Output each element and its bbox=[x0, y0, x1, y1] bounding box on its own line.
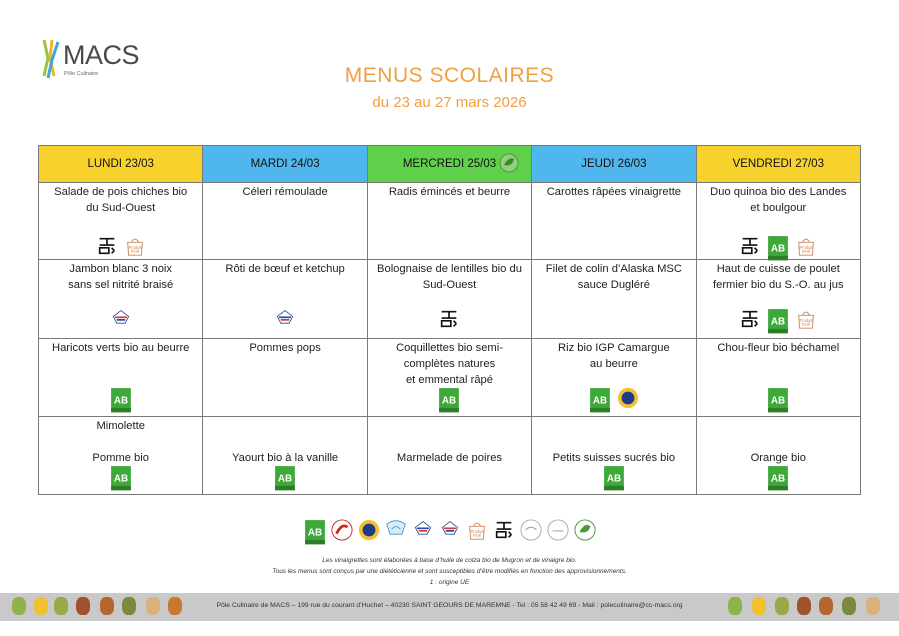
french-pork-icon bbox=[439, 519, 461, 543]
svg-text:AB: AB bbox=[277, 473, 293, 485]
food-illustration-icon bbox=[797, 597, 811, 615]
dish-text: Marmelade de poires bbox=[396, 452, 503, 464]
french-beef-icon bbox=[274, 308, 296, 332]
menu-cell bbox=[367, 339, 531, 417]
dish-labels bbox=[532, 465, 695, 489]
svg-text:AB: AB bbox=[771, 316, 786, 328]
menu-cell bbox=[39, 417, 203, 495]
origin-logo-icon bbox=[493, 519, 515, 543]
menu-cell bbox=[532, 417, 696, 495]
local-product-icon bbox=[795, 235, 817, 259]
menu-row bbox=[39, 183, 861, 260]
msc-icon bbox=[520, 519, 542, 543]
day-header-thursday: JEUDI 26/03 bbox=[532, 146, 696, 183]
vegetarian-icon bbox=[574, 519, 596, 543]
dish-text: Petits suisses sucrés bio bbox=[552, 452, 676, 464]
origin-logo-icon bbox=[739, 308, 761, 332]
dish-labels bbox=[697, 308, 860, 332]
dish-text: Orange bio bbox=[750, 452, 806, 464]
origin-logo-icon bbox=[96, 235, 118, 259]
dish-text: Haricots verts bio au beurre bbox=[51, 342, 190, 354]
day-header-friday: VENDREDI 27/03 bbox=[696, 146, 860, 183]
label-rouge-icon bbox=[331, 519, 353, 543]
menu-cell bbox=[367, 417, 531, 495]
dish-text: Yaourt bio à la vanille bbox=[232, 452, 339, 464]
food-illustration-icon bbox=[752, 597, 766, 615]
dish-labels bbox=[39, 387, 202, 411]
local-product-icon bbox=[124, 235, 146, 259]
dish-text: Rôti de bœuf et ketchup bbox=[225, 263, 345, 275]
food-illustration-icon bbox=[146, 597, 160, 615]
menu-cell bbox=[367, 183, 531, 260]
ab-organic-icon bbox=[603, 465, 625, 489]
dish-text: Pommes pops bbox=[249, 342, 321, 354]
ab-organic-icon bbox=[274, 465, 296, 489]
svg-text:local: local bbox=[802, 248, 811, 254]
food-illustration-icon bbox=[842, 597, 856, 615]
igp-icon bbox=[617, 387, 639, 411]
menu-row bbox=[39, 339, 861, 417]
food-illustration-icon bbox=[76, 597, 90, 615]
food-illustration-icon bbox=[168, 597, 182, 615]
peche-durable-icon bbox=[547, 519, 569, 543]
day-header-tuesday: MARDI 24/03 bbox=[203, 146, 367, 183]
menu-cell bbox=[696, 183, 860, 260]
ab-organic-icon bbox=[767, 235, 789, 259]
food-illustration-icon bbox=[100, 597, 114, 615]
svg-text:AB: AB bbox=[592, 395, 607, 407]
menu-cell bbox=[203, 417, 367, 495]
svg-text:local: local bbox=[472, 532, 481, 538]
menu-cell bbox=[39, 339, 203, 417]
ab-organic-icon bbox=[767, 465, 789, 489]
svg-text:local: local bbox=[130, 248, 139, 254]
food-illustration-icon bbox=[775, 597, 789, 615]
svg-text:AB: AB bbox=[771, 473, 786, 485]
ab-organic-icon bbox=[767, 387, 789, 411]
ab-organic-icon bbox=[589, 387, 611, 411]
dish-labels bbox=[532, 387, 695, 411]
local-product-icon bbox=[795, 308, 817, 332]
dish-text: Filet de colin d’Alaska MSC sauce Dugléré bbox=[545, 263, 682, 291]
menu-table bbox=[38, 145, 861, 495]
menu-cell bbox=[203, 260, 367, 339]
svg-text:AB: AB bbox=[113, 395, 128, 407]
igp-icon bbox=[358, 519, 380, 543]
svg-text:AB: AB bbox=[442, 395, 457, 407]
food-illustration-icon bbox=[54, 597, 68, 615]
dish-labels bbox=[39, 465, 202, 489]
ab-organic-icon bbox=[304, 519, 326, 543]
menu-cell bbox=[696, 417, 860, 495]
menu-cell bbox=[203, 183, 367, 260]
dish-text: Mimolette Pomme bio bbox=[92, 420, 149, 464]
dish-labels bbox=[697, 235, 860, 259]
dish-labels bbox=[697, 387, 860, 411]
ab-organic-icon bbox=[110, 465, 132, 489]
menu-cell bbox=[367, 260, 531, 339]
svg-text:AB: AB bbox=[606, 473, 621, 485]
ab-organic-icon bbox=[767, 308, 789, 332]
dish-labels bbox=[39, 308, 202, 332]
dish-labels bbox=[368, 387, 531, 411]
french-pork-icon bbox=[110, 308, 132, 332]
label-legend bbox=[0, 519, 899, 543]
svg-text:Produit: Produit bbox=[799, 317, 813, 323]
menu-cell bbox=[532, 260, 696, 339]
svg-text:AB: AB bbox=[771, 243, 786, 255]
menu-cell bbox=[696, 260, 860, 339]
page-title: MENUS SCOLAIRES bbox=[344, 64, 555, 87]
svg-text:Produit: Produit bbox=[128, 244, 142, 250]
menu-row bbox=[39, 417, 861, 495]
dish-labels bbox=[203, 465, 366, 489]
food-illustration-icon bbox=[866, 597, 880, 615]
menu-cell bbox=[203, 339, 367, 417]
menu-row bbox=[39, 260, 861, 339]
dish-text: Céleri rémoulade bbox=[242, 186, 328, 198]
brand-tagline: Pôle Culinaire bbox=[64, 71, 99, 77]
dish-text: Bolognaise de lentilles bio du Sud-Ouest bbox=[377, 263, 522, 291]
bleu-blanc-coeur-icon bbox=[385, 519, 407, 543]
dish-text: Salade de pois chiches bio du Sud-Ouest bbox=[54, 186, 188, 214]
note-dietitian: Tous les menus sont conçus par une diététicienne et sont susceptibles d’être modifiés en fonction des approvisionnements. bbox=[272, 568, 627, 575]
day-header-monday: LUNDI 23/03 bbox=[39, 146, 203, 183]
svg-text:AB: AB bbox=[307, 527, 322, 539]
dish-text: Coquillettes bio semi- complètes natures et emmental râpé bbox=[396, 342, 503, 386]
svg-text:AB: AB bbox=[771, 395, 786, 407]
dish-labels bbox=[39, 235, 202, 259]
food-illustration-icon bbox=[12, 597, 26, 615]
day-header-wednesday-label: MERCREDI 25/03 bbox=[402, 158, 497, 170]
ab-organic-icon bbox=[110, 387, 132, 411]
dish-text: Chou-fleur bio béchamel bbox=[717, 342, 840, 354]
menu-cell bbox=[696, 339, 860, 417]
ab-organic-icon bbox=[438, 387, 460, 411]
food-illustration-icon bbox=[34, 597, 48, 615]
french-beef-icon bbox=[412, 519, 434, 543]
dish-text: Radis émincés et beurre bbox=[388, 186, 511, 198]
dish-text: Carottes râpées vinaigrette bbox=[546, 186, 682, 198]
dish-text: Jambon blanc 3 noix sans sel nitrité braisé bbox=[68, 263, 174, 291]
day-header-wednesday bbox=[367, 146, 531, 183]
menu-cell bbox=[532, 339, 696, 417]
footer-address: Pôle Culinaire de MACS – 199 rue du courant d’Huchet – 40230 SAINT GEOURS DE MAREMNE - Tel : 05 58 42 49 69 - Mail : poleculinaire@cc-macs.org bbox=[216, 602, 683, 609]
note-origin: 1 : origine UE bbox=[429, 579, 470, 586]
note-vinaigrette: Les vinaigrettes sont élaborées à base d’huile de colza bio de Mugron et de vinaigre bio. bbox=[322, 557, 577, 564]
menu-cell bbox=[39, 260, 203, 339]
origin-logo-icon bbox=[438, 308, 460, 332]
menu-cell bbox=[39, 183, 203, 260]
svg-text:Produit: Produit bbox=[469, 528, 484, 534]
dish-labels bbox=[203, 308, 366, 332]
brand-name: MACS bbox=[63, 40, 140, 70]
dish-text: Haut de cuisse de poulet fermier bio du S.-O. au jus bbox=[712, 263, 844, 291]
dish-text: Duo quinoa bio des Landes et boulgour bbox=[710, 186, 847, 214]
dish-labels bbox=[368, 308, 531, 332]
svg-text:local: local bbox=[802, 321, 811, 327]
dish-text: Riz bio IGP Camargue au beurre bbox=[558, 342, 670, 370]
svg-text:AB: AB bbox=[113, 473, 128, 485]
food-illustration-icon bbox=[122, 597, 136, 615]
local-product-icon bbox=[466, 519, 488, 543]
dish-labels bbox=[697, 465, 860, 489]
food-illustration-icon bbox=[728, 597, 742, 615]
vegetarian-icon bbox=[499, 153, 519, 173]
svg-text:Produit: Produit bbox=[799, 244, 813, 250]
food-illustration-icon bbox=[819, 597, 833, 615]
origin-logo-icon bbox=[739, 235, 761, 259]
menu-cell bbox=[532, 183, 696, 260]
page-subtitle: du 23 au 27 mars 2026 bbox=[372, 94, 527, 111]
